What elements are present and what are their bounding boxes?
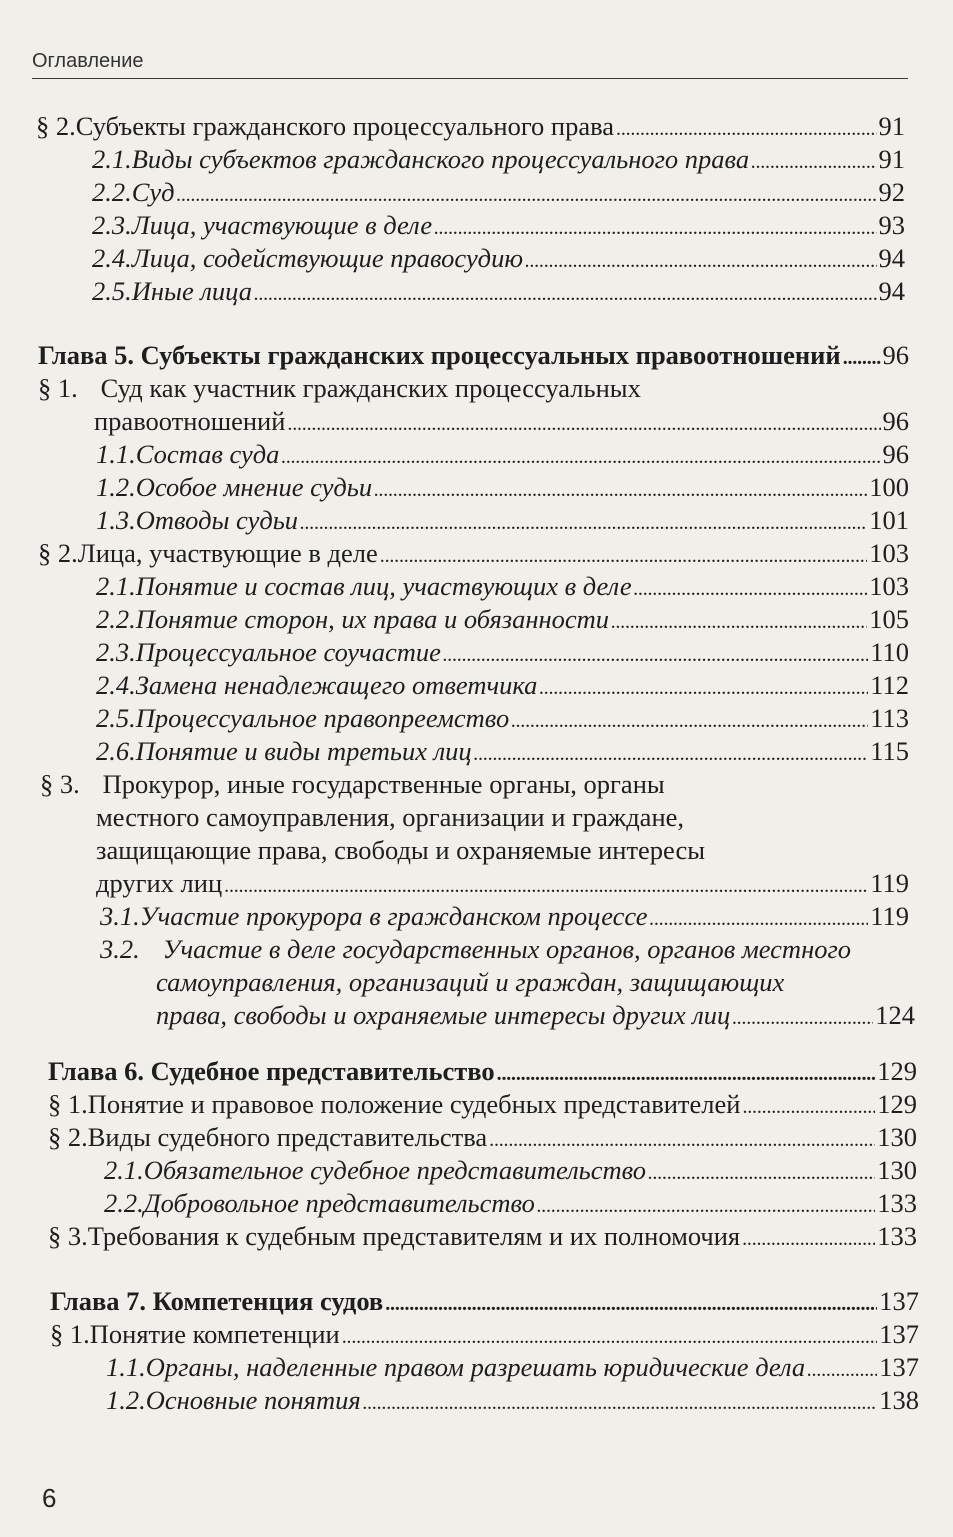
subsection-title: Участие прокурора в гражданском процессе	[139, 901, 648, 931]
subsection-title: Отводы судьи	[135, 505, 299, 535]
page-ref: 113	[870, 703, 909, 733]
toc-entry-section[interactable]	[0, 537, 953, 570]
toc-entry-section[interactable]	[0, 1220, 953, 1253]
page-ref: 138	[879, 1385, 919, 1415]
page-ref: 137	[879, 1319, 919, 1349]
leader-dots	[363, 1384, 878, 1420]
toc-entry-subsection[interactable]	[0, 471, 953, 504]
leader-dots	[300, 504, 867, 540]
page-ref: 96	[882, 439, 909, 469]
toc-entry-section[interactable]	[0, 768, 953, 801]
section-title-continued: других лиц	[96, 868, 223, 898]
leader-dots	[616, 110, 876, 146]
subsection-title: Лица, участвующие в деле	[131, 210, 433, 240]
subsection-number: 1.3.	[96, 505, 136, 535]
section-title-continued: местного самоуправления, организации и граждане,	[96, 802, 685, 832]
section-number: § 2.	[48, 1122, 88, 1152]
subsection-number: 2.4.	[92, 243, 132, 273]
spacer	[0, 1032, 953, 1055]
leader-dots	[648, 1154, 875, 1190]
subsection-number: 3.2.	[100, 934, 140, 964]
subsection-number: 2.3.	[96, 637, 136, 667]
toc-entry-subsection[interactable]	[0, 242, 953, 275]
toc-entry-subsection[interactable]	[0, 603, 953, 636]
toc-entry-subsection[interactable]	[0, 1187, 953, 1220]
leader-dots	[843, 339, 881, 375]
section-number: § 1.	[38, 373, 78, 403]
subsection-title: Процессуальное правопреемство	[135, 703, 510, 733]
section-number: § 1.	[48, 1089, 88, 1119]
toc-entry-subsection[interactable]	[0, 735, 953, 768]
page-ref: 137	[879, 1352, 919, 1382]
toc-entry-section-continued[interactable]	[0, 405, 953, 438]
subsection-number: 3.1.	[100, 901, 140, 931]
page-ref: 133	[877, 1188, 917, 1218]
toc-entry-section[interactable]	[0, 1121, 953, 1154]
leader-dots	[611, 603, 867, 639]
subsection-title: Состав суда	[135, 439, 280, 469]
toc-entry-subsection[interactable]	[0, 933, 953, 966]
leader-dots	[434, 209, 876, 245]
subsection-number: 2.5.	[96, 703, 136, 733]
toc-entry-section[interactable]	[0, 1088, 953, 1121]
spacer	[0, 1253, 953, 1285]
running-head: Оглавление	[32, 50, 144, 72]
subsection-number: 1.1.	[96, 439, 136, 469]
subsection-title: Добровольное представительство	[143, 1188, 535, 1218]
toc-entry-subsection[interactable]	[0, 438, 953, 471]
subsection-number: 2.5.	[92, 276, 132, 306]
subsection-number: 2.2.	[104, 1188, 144, 1218]
section-title: Виды судебного представительства	[87, 1122, 488, 1152]
toc-entry-subsection[interactable]	[0, 1384, 953, 1417]
section-title: Субъекты гражданского процессуального права	[75, 111, 615, 141]
page-ref: 101	[869, 505, 909, 535]
toc-entry-subsection[interactable]	[0, 636, 953, 669]
chapter-title: Глава 5. Субъекты гражданских процессуальных правоотношений	[38, 340, 841, 370]
section-number: § 3.	[40, 769, 80, 799]
page-ref: 130	[877, 1122, 917, 1152]
page-ref: 92	[878, 177, 905, 207]
toc-entry-chapter[interactable]	[0, 339, 953, 372]
leader-dots	[224, 867, 868, 903]
page-ref: 110	[870, 637, 909, 667]
page-ref: 129	[877, 1089, 917, 1119]
leader-dots	[751, 143, 876, 179]
leader-dots	[489, 1121, 875, 1157]
subsection-number: 1.2.	[106, 1385, 146, 1415]
page-ref: 94	[878, 243, 905, 273]
leader-dots	[634, 570, 868, 606]
section-number: § 2.	[38, 538, 78, 568]
toc-entry-subsection[interactable]	[0, 900, 953, 933]
section-title: Прокурор, иные государственные органы, органы	[102, 769, 665, 799]
toc-entry-subsection-continued	[0, 966, 953, 999]
chapter-title: Глава 7. Компетенция судов	[50, 1286, 384, 1316]
toc-entry-section-continued[interactable]	[0, 867, 953, 900]
page-ref: 91	[878, 111, 905, 141]
toc-entry-subsection[interactable]	[0, 209, 953, 242]
leader-dots	[374, 471, 867, 507]
leader-dots	[254, 275, 877, 311]
leader-dots	[380, 537, 867, 573]
subsection-number: 2.3.	[92, 210, 132, 240]
table-of-contents	[0, 110, 953, 1417]
section-number: § 3.	[48, 1221, 88, 1251]
page-ref: 137	[879, 1286, 919, 1316]
leader-dots	[443, 636, 868, 672]
subsection-number: 2.6.	[96, 736, 136, 766]
toc-entry-subsection[interactable]	[0, 176, 953, 209]
subsection-title: Понятие и виды третьих лиц	[135, 736, 472, 766]
page-ref: 93	[878, 210, 905, 240]
subsection-title: Замена ненадлежащего ответчика	[135, 670, 538, 700]
section-title: Лица, участвующие в деле	[77, 538, 378, 568]
toc-entry-subsection[interactable]	[0, 570, 953, 603]
subsection-title-continued: права, свободы и охраняемые интересы других лиц	[156, 1000, 731, 1030]
subsection-title: Понятие сторон, их права и обязанности	[135, 604, 610, 634]
subsection-title: Участие в деле государственных органов, органов местного	[162, 934, 852, 964]
toc-entry-section-continued	[0, 834, 953, 867]
header-rule	[32, 78, 908, 79]
page-ref: 119	[870, 868, 909, 898]
leader-dots	[287, 405, 880, 441]
page-ref: 105	[869, 604, 909, 634]
page-ref: 96	[882, 340, 909, 370]
toc-entry-subsection[interactable]	[0, 669, 953, 702]
page-number: 6	[42, 1483, 57, 1513]
leader-dots	[281, 438, 880, 474]
subsection-title: Суд	[131, 177, 175, 207]
subsection-number: 2.1.	[92, 144, 132, 174]
leader-dots	[385, 1285, 877, 1321]
subsection-title-continued: самоуправления, организаций и граждан, защищающих	[156, 967, 785, 997]
toc-entry-section[interactable]	[0, 110, 953, 143]
subsection-title: Понятие и состав лиц, участвующих в деле	[135, 571, 632, 601]
section-title-continued: защищающие права, свободы и охраняемые интересы	[96, 835, 706, 865]
spacer	[0, 308, 953, 339]
subsection-title: Органы, наделенные правом разрешать юридические дела	[145, 1352, 806, 1382]
leader-dots	[525, 242, 876, 278]
section-number: § 1.	[50, 1319, 90, 1349]
leader-dots	[650, 900, 869, 936]
page-ref: 130	[877, 1155, 917, 1185]
section-title: Понятие компетенции	[89, 1319, 340, 1349]
toc-entry-subsection-continued[interactable]	[0, 999, 953, 1032]
leader-dots	[342, 1318, 878, 1354]
toc-entry-subsection[interactable]	[0, 275, 953, 308]
leader-dots	[537, 1187, 875, 1223]
section-number: § 2.	[36, 111, 76, 141]
page-ref: 91	[878, 144, 905, 174]
subsection-title: Процессуальное соучастие	[135, 637, 441, 667]
toc-entry-subsection[interactable]	[0, 1154, 953, 1187]
subsection-title: Иные лица	[131, 276, 252, 306]
subsection-number: 2.1.	[104, 1155, 144, 1185]
subsection-title: Виды субъектов гражданского процессуального права	[131, 144, 750, 174]
subsection-number: 2.1.	[96, 571, 136, 601]
subsection-title: Лица, содействующие правосудию	[131, 243, 524, 273]
toc-entry-chapter[interactable]	[0, 1055, 953, 1088]
section-title: Понятие и правовое положение судебных представителей	[87, 1089, 741, 1119]
subsection-number: 2.2.	[96, 604, 136, 634]
toc-entry-subsection[interactable]	[0, 702, 953, 735]
page-ref: 100	[869, 472, 909, 502]
leader-dots	[742, 1220, 875, 1256]
leader-dots	[732, 999, 873, 1035]
page-ref: 119	[870, 901, 909, 931]
toc-entry-section-continued	[0, 801, 953, 834]
subsection-number: 2.4.	[96, 670, 136, 700]
subsection-number: 2.2.	[92, 177, 132, 207]
toc-entry-subsection[interactable]	[0, 504, 953, 537]
toc-entry-section[interactable]	[0, 1318, 953, 1351]
toc-entry-subsection[interactable]	[0, 1351, 953, 1384]
page-ref: 124	[875, 1000, 915, 1030]
leader-dots	[539, 669, 868, 705]
subsection-title: Основные понятия	[145, 1385, 361, 1415]
page-ref: 94	[878, 276, 905, 306]
page-ref: 96	[882, 406, 909, 436]
page-ref: 112	[870, 670, 909, 700]
leader-dots	[511, 702, 868, 738]
subsection-number: 1.2.	[96, 472, 136, 502]
toc-entry-subsection[interactable]	[0, 143, 953, 176]
leader-dots	[177, 176, 877, 212]
leader-dots	[474, 735, 869, 771]
page-ref: 103	[869, 538, 909, 568]
page-ref: 133	[877, 1221, 917, 1251]
toc-entry-chapter[interactable]	[0, 1285, 953, 1318]
page-ref: 115	[870, 736, 909, 766]
leader-dots	[497, 1055, 876, 1091]
leader-dots	[807, 1351, 877, 1387]
page-ref: 129	[877, 1056, 917, 1086]
section-title-continued: правоотношений	[94, 406, 286, 436]
subsection-title: Особое мнение судьи	[135, 472, 373, 502]
section-title: Суд как участник гражданских процессуальных	[100, 373, 641, 403]
section-title: Требования к судебным представителям и их полномочия	[87, 1221, 741, 1251]
leader-dots	[742, 1088, 875, 1124]
chapter-title: Глава 6. Судебное представительство	[48, 1056, 495, 1086]
subsection-number: 1.1.	[106, 1352, 146, 1382]
subsection-title: Обязательное судебное представительство	[143, 1155, 647, 1185]
page-ref: 103	[869, 571, 909, 601]
toc-entry-section[interactable]	[0, 372, 953, 405]
